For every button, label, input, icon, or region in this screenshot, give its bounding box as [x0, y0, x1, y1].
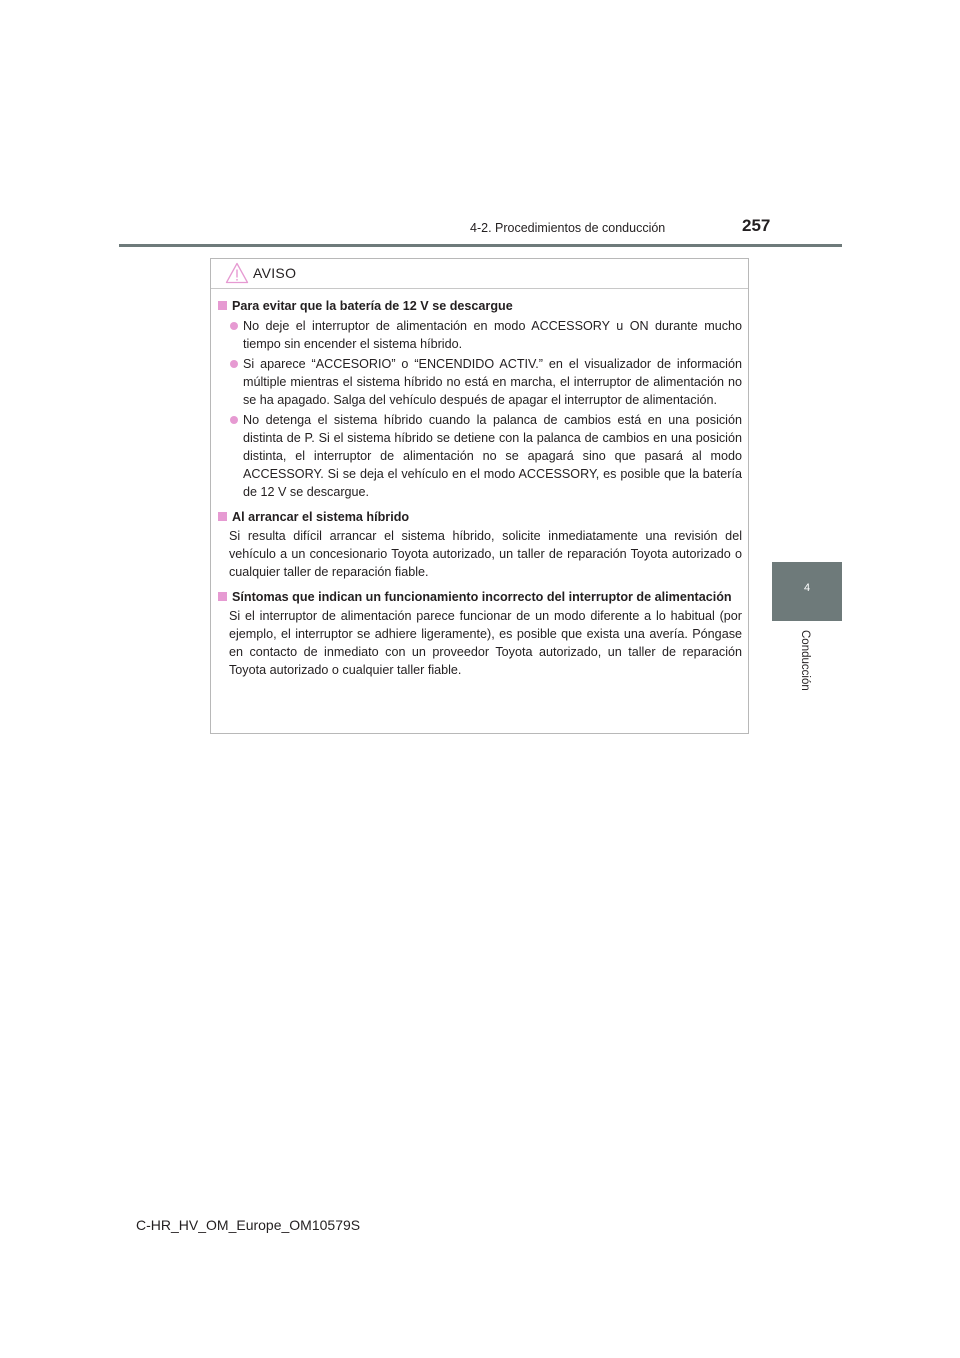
chapter-tab	[772, 562, 842, 621]
list-item: No deje el interruptor de alimentación en modo ACCESSORY u ON durante mucho tiempo sin encender el sistema híbrido.	[230, 317, 742, 353]
list-item: Si aparece “ACCESORIO” o “ENCENDIDO ACTIV.” en el visualizador de información múltiple mientras el sistema híbrido no está en marcha, el interruptor de alimentación no se ha apagado. Salga del vehículo después de apagar el interruptor de alimentación.	[230, 355, 742, 409]
header-section-title: 4-2. Procedimientos de conducción	[470, 221, 666, 235]
section-title: Síntomas que indican un funcionamiento incorrecto del interruptor de alimentación	[217, 588, 742, 606]
header-divider	[119, 244, 842, 247]
warning-label: AVISO	[253, 265, 297, 281]
circle-bullet-icon	[230, 322, 238, 330]
circle-bullet-icon	[230, 416, 238, 424]
warning-triangle-icon	[225, 262, 249, 289]
chapter-number: 4	[803, 582, 811, 594]
section-text: Si resulta difícil arrancar el sistema híbrido, solicite inmediatamente una revisión del vehículo a un concesionario Toyota autorizado, un taller de reparación Toyota autorizado o cualquier taller de reparación fiable.	[229, 529, 742, 579]
chapter-label: Conducción	[799, 630, 811, 691]
circle-bullet-icon	[230, 360, 238, 368]
square-bullet-icon	[218, 592, 227, 601]
warning-body	[217, 297, 742, 679]
section-title: Al arrancar el sistema híbrido	[217, 508, 742, 526]
square-bullet-icon	[218, 301, 227, 310]
list-item: No detenga el sistema híbrido cuando la palanca de cambios está en una posición distinta de P. Si el sistema híbrido se detiene con la palanca de cambios en una posición distinta, el interruptor de alimentación no se apagará sino que pasará al modo ACCESSORY. Si se deja el vehículo en el modo ACCESSORY, es posible que la batería de 12 V se descargue.	[230, 411, 742, 501]
page-number: 257	[742, 216, 771, 235]
document-code: C-HR_HV_OM_Europe_OM10579S	[136, 1217, 361, 1233]
square-bullet-icon	[218, 512, 227, 521]
section-title: Para evitar que la batería de 12 V se descargue	[217, 297, 742, 315]
section-text: Si el interruptor de alimentación parece funcionar de un modo diferente a lo habitual (por ejemplo, el interruptor se adhiere ligeramente), es posible que exista una avería. Póngase en contacto de inmediato con un proveedor Toyota autorizado, un taller de reparación Toyota autorizado o cualquier taller fiable.	[229, 609, 742, 677]
warning-box	[210, 258, 749, 734]
warning-header	[211, 259, 748, 289]
